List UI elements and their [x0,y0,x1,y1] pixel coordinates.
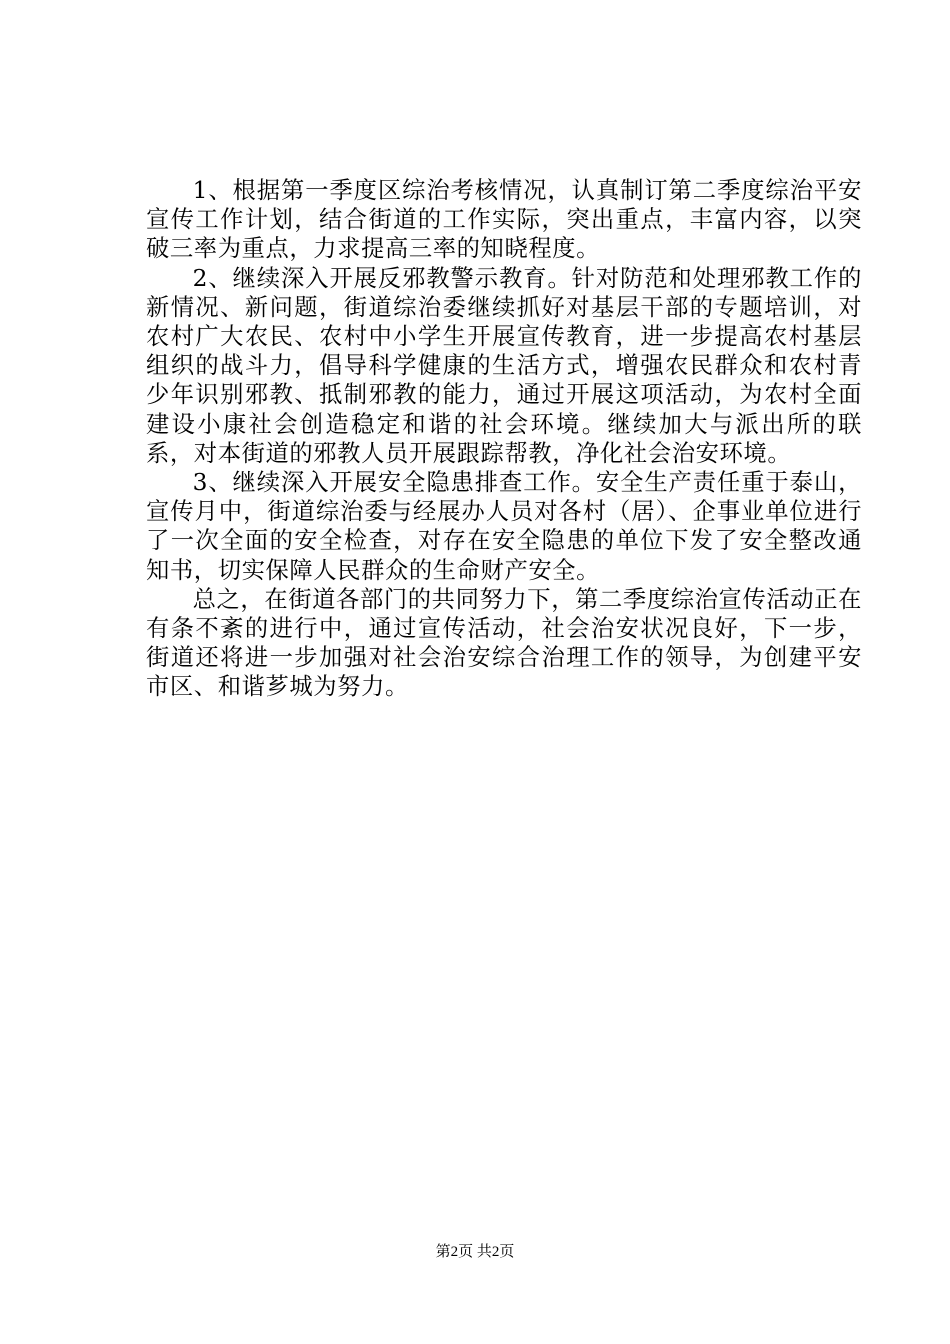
page-number-footer: 第2页 共2页 [435,1244,515,1260]
paragraph-2: 2、继续深入开展反邪教警示教育。针对防范和处理邪教工作的新情况、新问题，街道综治委继续抓好对基层干部的专题培训，对农村广大农民、农村中小学生开展宣传教育，进一步提高农村基层组织的战斗力，倡导科学健康的生活方式，增强农民群众和农村青少年识别邪教、抵制邪教的能力，通过开展这项活动，为农村全面建设小康社会创造稳定和谐的社会环境。继续加大与派出所的联系，对本街道的邪教人员开展跟踪帮教，净化社会治安环境。 [146,264,862,467]
paragraph-4: 总之，在街道各部门的共同努力下，第二季度综治宣传活动正在有条不紊的进行中，通过宣传活动，社会治安状况良好，下一步，街道还将进一步加强对社会治安综合治理工作的领导，为创建平安市区、和谐芗城为努力。 [146,585,862,701]
document-body [146,176,862,702]
paragraph-3: 3、继续深入开展安全隐患排查工作。安全生产责任重于泰山，宣传月中，街道综治委与经展办人员对各村（居）、企事业单位进行了一次全面的安全检查，对存在安全隐患的单位下发了安全整改通知书，切实保障人民群众的生命财产安全。 [146,469,862,584]
paragraph-1: 1、根据第一季度区综治考核情况，认真制订第二季度综治平安宣传工作计划，结合街道的工作实际，突出重点，丰富内容，以突破三率为重点，力求提高三率的知晓程度。 [146,177,862,263]
